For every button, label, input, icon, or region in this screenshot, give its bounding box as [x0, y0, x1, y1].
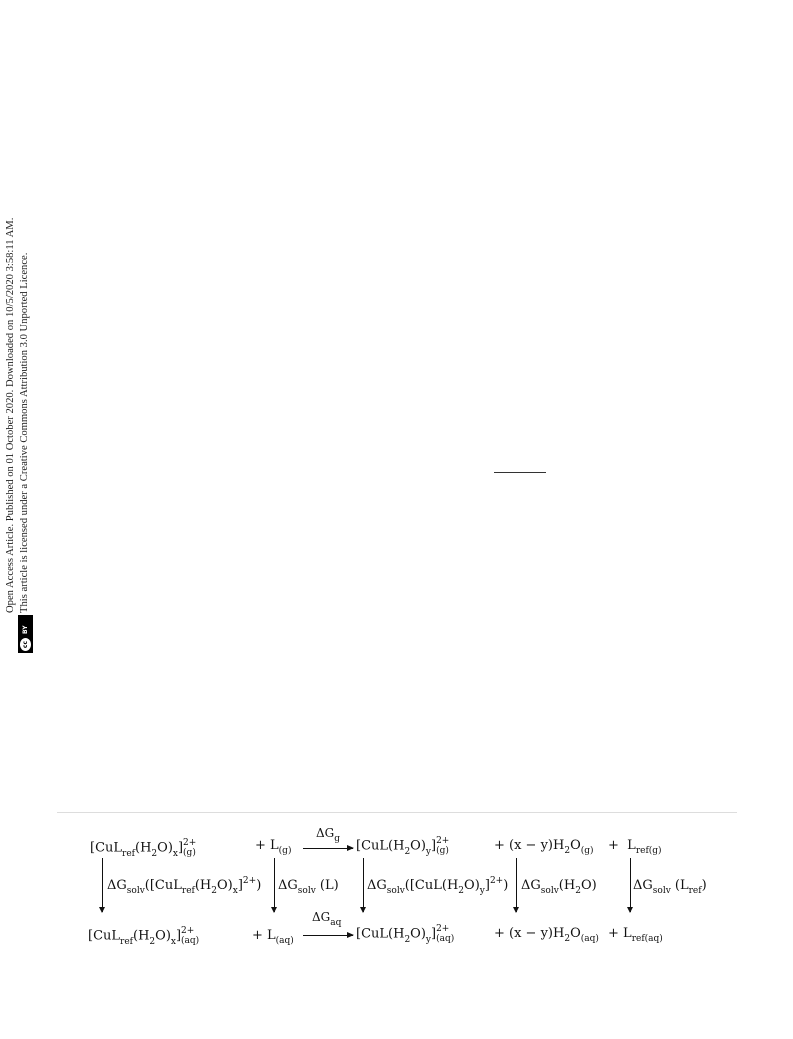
dgsolv-ligand: $\Delta G_{solv}$ (L)	[278, 878, 339, 896]
ref-complex-gas: $[CuL_{ref}(H_2O)_x]$ 2+ (g)	[90, 838, 197, 859]
section-divider	[57, 812, 737, 813]
product-complex-gas: $[CuL(H_2O)_y]$ 2+ (g)	[356, 836, 450, 857]
solvation-arrow-ref-complex	[102, 858, 103, 912]
ref-complex-aq: $[CuL_{ref}(H_2O)_x]$ 2+ (aq)	[88, 926, 200, 947]
lref-gas: + $L_{ref(g)}$	[608, 838, 662, 856]
reaction-arrow-aq	[303, 935, 353, 936]
dgsolv-water: $\Delta G_{solv}(H_2O)$	[521, 878, 597, 896]
product-complex-aq: $[CuL(H_2O)_y]$ 2+ (aq)	[356, 924, 455, 945]
cc-by-badge[interactable]	[18, 615, 33, 653]
ligand-gas: + $L_{(g)}$	[255, 838, 292, 856]
solvation-arrow-water	[516, 858, 517, 912]
solvation-arrow-ligand	[274, 858, 275, 912]
lref-aq: + $L_{ref(aq)}$	[608, 926, 663, 944]
ligand-aq: + $L_{(aq)}$	[252, 928, 294, 946]
dgsolv-ref-complex: $\Delta G_{solv}([CuL_{ref}(H_2O)_x]^{2+})$	[107, 876, 262, 896]
solvation-arrow-lref	[630, 858, 631, 912]
side-banner	[4, 198, 38, 653]
licence-line[interactable]: This article is licensed under a Creative Commons Attribution 3.0 Unported Licence.	[19, 252, 30, 613]
solvation-arrow-product	[363, 858, 364, 912]
reaction-arrow-gas	[303, 848, 353, 849]
footnote-rule	[494, 472, 546, 473]
dgsolv-lref: $\Delta G_{solv}$ $(L_{ref})$	[633, 878, 707, 896]
delta-g-aq-label: $\Delta G_{aq}$	[312, 910, 342, 928]
water-aq: + $(x - y)H_2O_{(aq)}$	[494, 926, 599, 944]
water-gas: + $(x - y)H_2O_{(g)}$	[494, 838, 594, 856]
delta-g-gas-label: $\Delta G_g$	[316, 826, 341, 844]
open-access-line: Open Access Article. Published on 01 October 2020. Downloaded on 10/5/2020 3:58:11 AM.	[5, 217, 16, 613]
cc-icon: cc	[20, 638, 31, 651]
dgsolv-product: $\Delta G_{solv}([CuL(H_2O)_y]^{2+})$	[367, 876, 509, 896]
by-label: BY	[22, 625, 29, 634]
